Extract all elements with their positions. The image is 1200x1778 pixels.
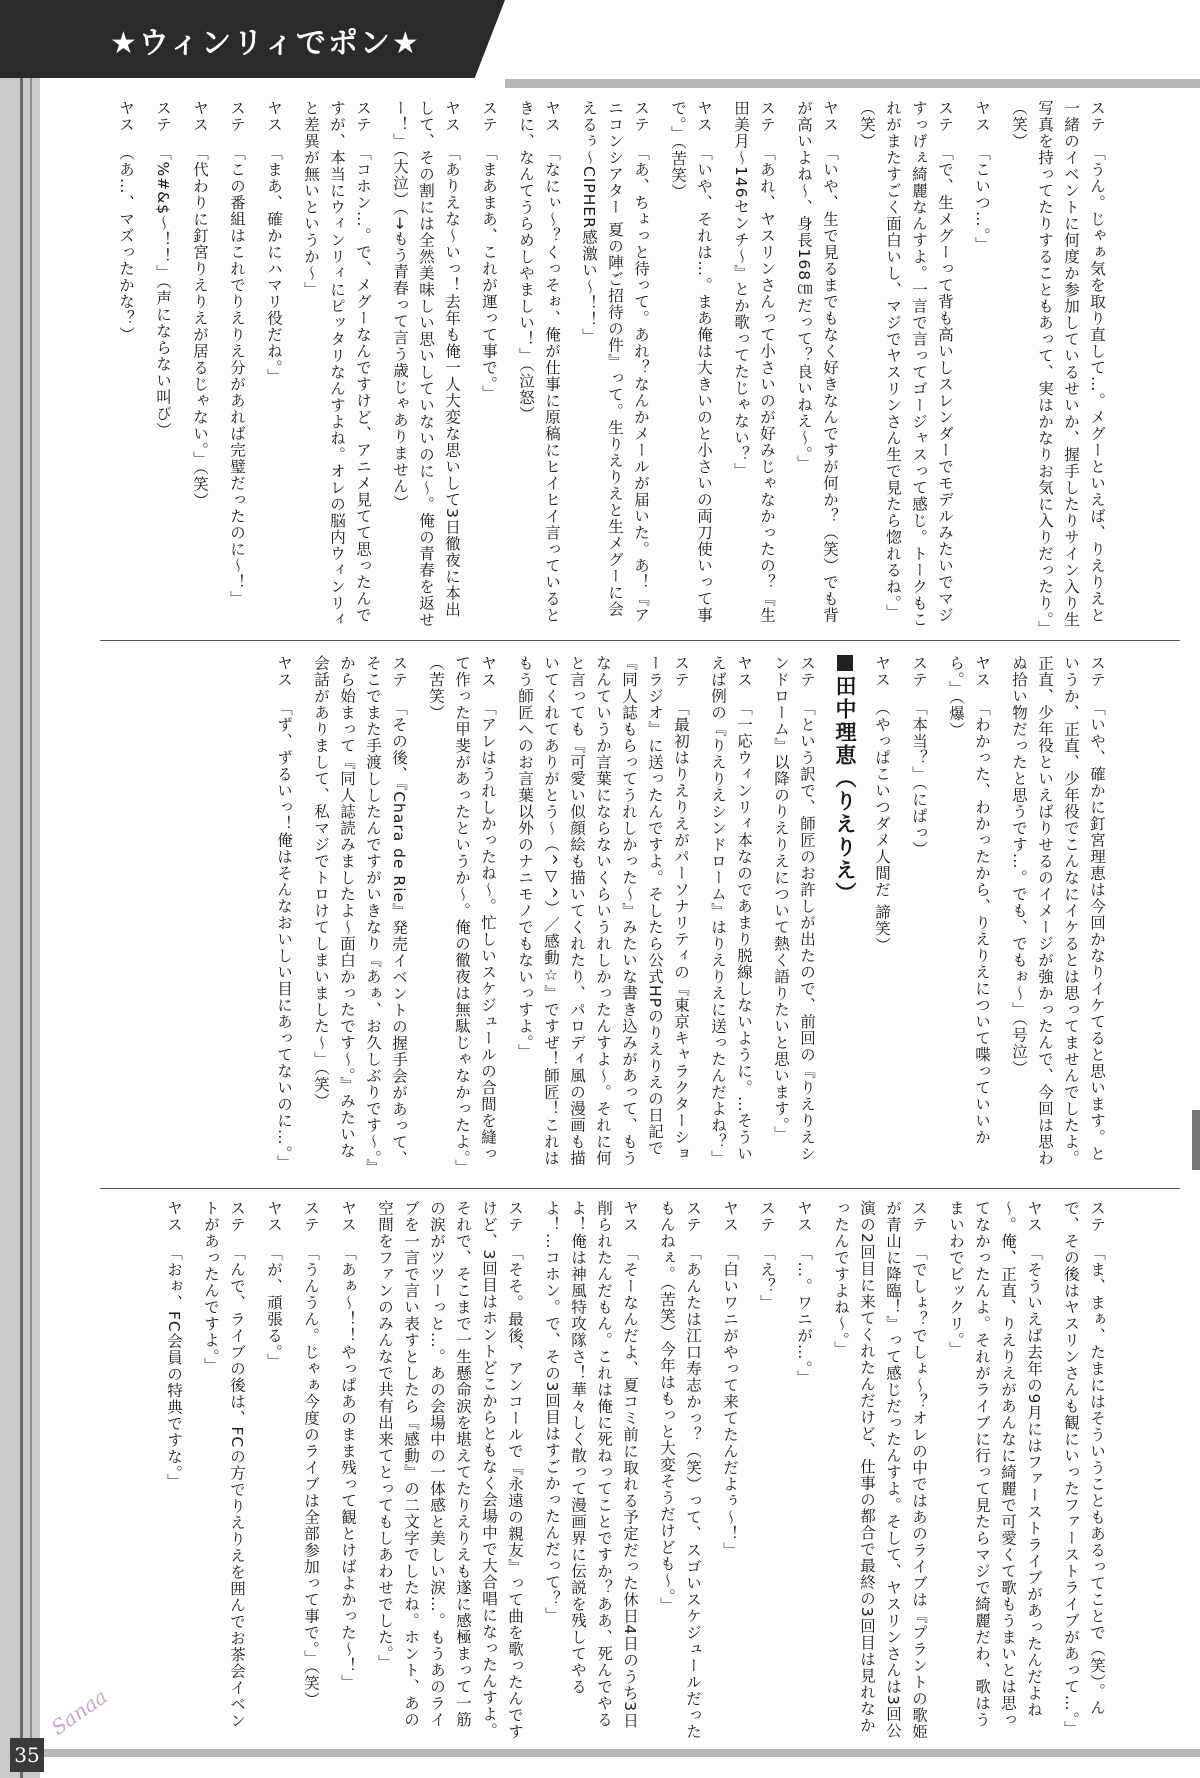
speaker-name: ヤス (973, 655, 991, 688)
dialogue-text: 「なにぃ～？くっそぉ、俺が仕事に原稿にヒイヒイ言っているときに、なんてうらめしやましい！」（泣怒） (517, 100, 561, 624)
dialogue-line (335, 1200, 361, 1740)
dialogue-text: 「うん。じゃぁ気を取り直して…。メグーといえば、りえりえと一緒のイベントに何度か参加しているせいか、握手したりサイン入り生写真を持ってたりすることもあって、実はかなりお気に入りだったり。」（笑） (1010, 100, 1106, 629)
speaker-name: ステ (302, 1200, 320, 1233)
dialogue-line (1006, 655, 1110, 1175)
dialogue-line (150, 100, 176, 630)
speaker-name: ステ (672, 655, 690, 688)
dialogue-line (198, 1200, 250, 1740)
dialogue-text: 「まあまあ、これが運って事で。」 (480, 144, 498, 402)
speaker-name: ヤス (973, 100, 991, 133)
dialogue-text: 「が、頑張る。」 (265, 1244, 283, 1370)
speaker-name: ヤス (117, 100, 135, 133)
dialogue-text: 「ありえな～いっ！去年も俺一人大変な思いして3日徹夜に本出して、その割には全然美味しい思いしていないのに～。俺の青春を返せー！」（大泣）（→もう青春って言う歳じゃありません） (391, 100, 461, 628)
circle-logo: Sanaa (46, 1684, 112, 1740)
dialogue-text: 「最初はりえりえがパーソナリティの『東京キャラクターショーラジオ』に送ったんですよ。そしたら公式HPのりえりえの日記で『同人誌もらってうれしかった～』みたいな書き込みがあって、もうなんていうか言葉にならないくらいうれしかったんすよ～。それに何と言っても『可愛い似顔絵も描いてくれたり、パロディ風の漫画も描いてくれてありがとう～（^▽^）／感動☆』ですぜ！師匠！これはもう師匠へのお言葉以外のナニモノでもないっすよ。」 (516, 655, 690, 1167)
dialogue-line (161, 1200, 187, 1740)
dialogue-line (539, 1200, 643, 1740)
speaker-name: ステ (1088, 655, 1106, 688)
square-bullet-icon (837, 655, 853, 671)
speaker-name: ステ (228, 1200, 246, 1233)
speaker-name: ステ (390, 655, 408, 688)
dialogue-text: 「…。ワニが…。」 (795, 1244, 813, 1386)
speaker-name: ヤス (621, 1200, 639, 1233)
speaker-name: ヤス (191, 100, 209, 133)
dialogue-line (869, 655, 895, 1175)
dialogue-text: （やっぱこいつダメ人間だ 諦笑） (873, 699, 891, 954)
dialogue-section-2 (110, 655, 1110, 1175)
dialogue-line (113, 100, 139, 630)
dialogue-section-1 (110, 100, 1110, 630)
speaker-name: ヤス (479, 655, 497, 688)
dialogue-text: 「あんたは江口寿志かっ？（笑）って、スゴいスケジュールだったもんねぇ。（苦笑）今年はもっと大変そうだけども～。」 (658, 1200, 702, 1740)
dialogue-text: 「一応ウィンリィ本なのであまり脱線しないように。…そういえば例の『りえりえシンドローム』はりえりえに送ったんだよね？」 (709, 655, 753, 1167)
dialogue-line (969, 100, 995, 630)
dialogue-line (828, 1200, 932, 1740)
dialogue-line (705, 655, 757, 1175)
speaker-name: ステ (1088, 1200, 1106, 1233)
dialogue-line (261, 1200, 287, 1740)
dialogue-text: 「いや、生で見るまでもなく好きなんですが何か？（笑）でも背が高いよね～、身長168㎝だって？良いねえ～。」 (795, 100, 839, 624)
dialogue-text: 「という訳で、師匠のお許しが出たので、前回の『りえりえシンドローム』以降のりえりえについて熱く語りたいと思います。」 (772, 655, 816, 1162)
side-tab-marker (1192, 1110, 1200, 1170)
speaker-name: ヤス (165, 1200, 183, 1233)
speaker-name: ヤス (821, 100, 839, 133)
dialogue-text: 「この番組はこれでりえりえ分があれば完璧だったのに～！」 (228, 144, 246, 607)
spine-rule (20, 0, 23, 1778)
dialogue-text: 「でしょ？でしょ～？オレの中ではあのライブは『プラントの歌姫が青山に降臨！』って感じだったんすよ。そして、ヤスリンさんは3回公演の2回目に来てくれたんだけど、仕事の都合で最終の3回目は見れなかったんですよね～。」 (832, 1200, 928, 1740)
speaker-name: ステ (910, 1200, 928, 1233)
speaker-name: ステ (354, 100, 372, 133)
page-title: ★ウィンリィでポン★ (110, 26, 421, 61)
dialogue-text: 「ま、まぁ、たまにはそういうこともあるってことで（笑）。んで、その後はヤスリンさんも観にいったファーストライブがあって…。」 (1062, 1200, 1106, 1737)
dialogue-text: 「そーなんだよ、夏コミ前に取れる予定だった休日4日のうち3日削られたんだもん。これは俺に死ねってことですか？ああ、死んでやるよ！俺は神風特攻隊さ！華々しく散って漫画界に伝説を残してやるよ！…コホン。で、その3回目はすごかったんだって？」 (543, 1200, 639, 1729)
dialogue-line (271, 655, 297, 1175)
speaker-name: ステ (480, 100, 498, 133)
dialogue-text: 「いや、それは…。まあ俺は大きいのと小さいの両刀使いって事で。」（苦笑） (669, 100, 713, 624)
dialogue-line (854, 100, 958, 630)
dialogue-text: 「あ、ちょっと待って。あれ？なんかメールが届いた。あ！『アニコンシアター 夏の陣ご招待の件』って。生りえりえと生メグーに会えるぅ～CIPHER感激い～！！」 (580, 100, 650, 624)
speaker-name: ヤス (1025, 1200, 1043, 1233)
speaker-name: ステ (798, 655, 816, 688)
dialogue-text: 「白いワニがやって来てたんだよぅ～！」 (721, 1244, 739, 1559)
dialogue-line (754, 1200, 780, 1740)
top-rule (505, 79, 1200, 88)
dialogue-text: 「こいつ…。」 (973, 144, 991, 253)
dialogue-line (298, 1200, 324, 1740)
speaker-name: ステ (910, 655, 928, 688)
speaker-name: ヤス (721, 1200, 739, 1233)
section-divider (100, 640, 1180, 641)
dialogue-text: 「アレはうれしかったね～。忙しいスケジュールの合間を縫って作った甲斐があったというか～。俺の徹夜は無駄じゃなかったよ。」（苦笑） (427, 655, 497, 1168)
dialogue-line (943, 1200, 1047, 1740)
speaker-name: ヤス (443, 100, 461, 133)
dialogue-text: 「そそ。最後、アンコールで『永遠の親友』って曲を歌ったんですけど、3回目はホントどこからともなく会場中で大合唱になったんすよ。それで、そこまで一生懸命涙を堪えてたりえりえも遂に感極まって一筋の涙がツツーっと…。あの会場中の一体感と美しい涙…。もうあのライブを一言で言い表すとしたら『感動』の二文字でしたね。ホント、あの空間をファンのみんなで共有出来てとってもしあわせでした。」 (376, 1200, 524, 1740)
dialogue-text: 「%#&$～！！」（声にならない叫び） (154, 144, 172, 439)
speaker-name: ステ (1088, 100, 1106, 133)
page-number: 35 (10, 1738, 44, 1772)
dialogue-text: 「まあ、確かにハマリ役だね。」 (265, 144, 283, 385)
dialogue-line (512, 655, 694, 1175)
dialogue-line (513, 100, 565, 630)
dialogue-line (654, 1200, 706, 1740)
speaker-name: ステ (506, 1200, 524, 1233)
dialogue-text: 「おぉ、FC会員の特典ですな。」 (165, 1244, 183, 1490)
speaker-name: ヤス (543, 100, 561, 133)
speaker-name: ステ (228, 100, 246, 133)
speaker-name: ヤス (873, 655, 891, 688)
dialogue-text: 「本当？」（にぱっ） (910, 699, 928, 858)
dialogue-line (576, 100, 654, 630)
dialogue-text: （あ…、マズったかな？） (117, 144, 135, 343)
dialogue-line (187, 100, 213, 630)
speaker-name: ヤス (265, 100, 283, 133)
speaker-name: ヤス (275, 655, 293, 688)
dialogue-text: 「代わりに釘宮りえりえが居るじゃない。」（笑） (191, 144, 209, 509)
dialogue-text: 「で、生メグーって背も高いしスレンダーでモデルみたいでマジすっげぇ綺麗なんすよ。一言で言ってゴージャスって感じ。トークもこれがまたすごく面白いし、マジでヤスリンさん生で見たら惚れるね。」（笑） (858, 100, 954, 628)
dialogue-line (476, 100, 502, 630)
dialogue-line (728, 100, 780, 630)
dialogue-text: 「いや、確かに釘宮理恵は今回かなりイケてると思います。というか、正直、少年役でこんなにイケるとは思ってませんでしたよ。正直、少年役といえばりせるのイメージが強かったんで、今回は思わぬ拾い物だったと思うです…。でも、でもぉ～」（号泣） (1010, 655, 1106, 1167)
dialogue-line (943, 655, 995, 1175)
speaker-name: ステ (632, 100, 650, 133)
dialogue-line (298, 100, 376, 630)
dialogue-text: 「あぁ～！！やっぱあのまま残って観とけばよかった～！」 (339, 1244, 357, 1691)
dialogue-text: 「その後、『Chara de Rie』発売イベントの握手会があって、そこでまた手渡ししたんですがいきなり『あぁ、お久しぶりです～。』から始まって『同人誌読みましたよ～面白かったです～。』みたいな会話がありまして、私マジでトロけてしまいました～」（笑） (312, 655, 408, 1168)
dialogue-text: 「ず、ずるいっ！俺はそんなおいしい目にあってないのに…。」 (275, 699, 293, 1171)
dialogue-line (261, 100, 287, 630)
speaker-name: ステ (936, 100, 954, 133)
dialogue-line (906, 655, 932, 1175)
dialogue-line (791, 100, 843, 630)
dialogue-text: 「コホン…。で、メグーなんですけど、アニメ見てて思ったんですが、本当にウィンリィにピッタリなんすよね。オレの脳内ウィンリィと差異が無いというか～」 (302, 100, 372, 628)
dialogue-text: 「うんうん。じゃぁ今度のライブは全部参加って事で。」（笑） (302, 1244, 320, 1708)
dialogue-line (665, 100, 717, 630)
speaker-name: ステ (758, 1200, 776, 1233)
dialogue-line (1006, 100, 1110, 630)
dialogue-text: 「わかった、わかったから、りえりえについて喋っていいから。」（爆） (947, 655, 991, 1146)
speaker-name: ステ (154, 100, 172, 133)
dialogue-text: 「んで、ライブの後は、FCの方でりえりえを囲んでお茶会イベントがあったんですよ。」 (202, 1200, 246, 1729)
dialogue-line (372, 1200, 528, 1740)
dialogue-line (387, 100, 465, 630)
speaker-name: ヤス (265, 1200, 283, 1233)
section-heading-text: 田中理恵（りえりえ） (833, 675, 857, 905)
section-heading (832, 655, 858, 1175)
bottom-rule (40, 1749, 1200, 1757)
speaker-name: ヤス (339, 1200, 357, 1233)
dialogue-line (791, 1200, 817, 1740)
dialogue-text: 「え？」 (758, 1244, 776, 1311)
dialogue-line (717, 1200, 743, 1740)
dialogue-line (308, 655, 412, 1175)
dialogue-line (768, 655, 820, 1175)
dialogue-line (224, 100, 250, 630)
section-divider (100, 1188, 1180, 1189)
dialogue-text: 「そういえば去年の9月にはファーストライブがあったんだよね～。俺、正直、りえりえがあんなに綺麗で可愛くて歌もうまいとは思ってなかったんよ。それがライブに行って見たらマジで綺麗だわ、歌はうまいわでビックリ。」 (947, 1200, 1043, 1728)
dialogue-line (423, 655, 501, 1175)
dialogue-text: 「あれ、ヤスリンさんって小さいのが好みじゃなかったの？『生田美月～146センチ～』とか歌ってたじゃない？」 (732, 100, 776, 624)
spine-rule-inner (30, 70, 32, 1760)
speaker-name: ステ (684, 1200, 702, 1233)
dialogue-section-3 (110, 1200, 1110, 1740)
speaker-name: ステ (758, 100, 776, 133)
speaker-name: ヤス (795, 1200, 813, 1233)
speaker-name: ヤス (735, 655, 753, 688)
dialogue-line (1058, 1200, 1110, 1740)
speaker-name: ヤス (695, 100, 713, 133)
